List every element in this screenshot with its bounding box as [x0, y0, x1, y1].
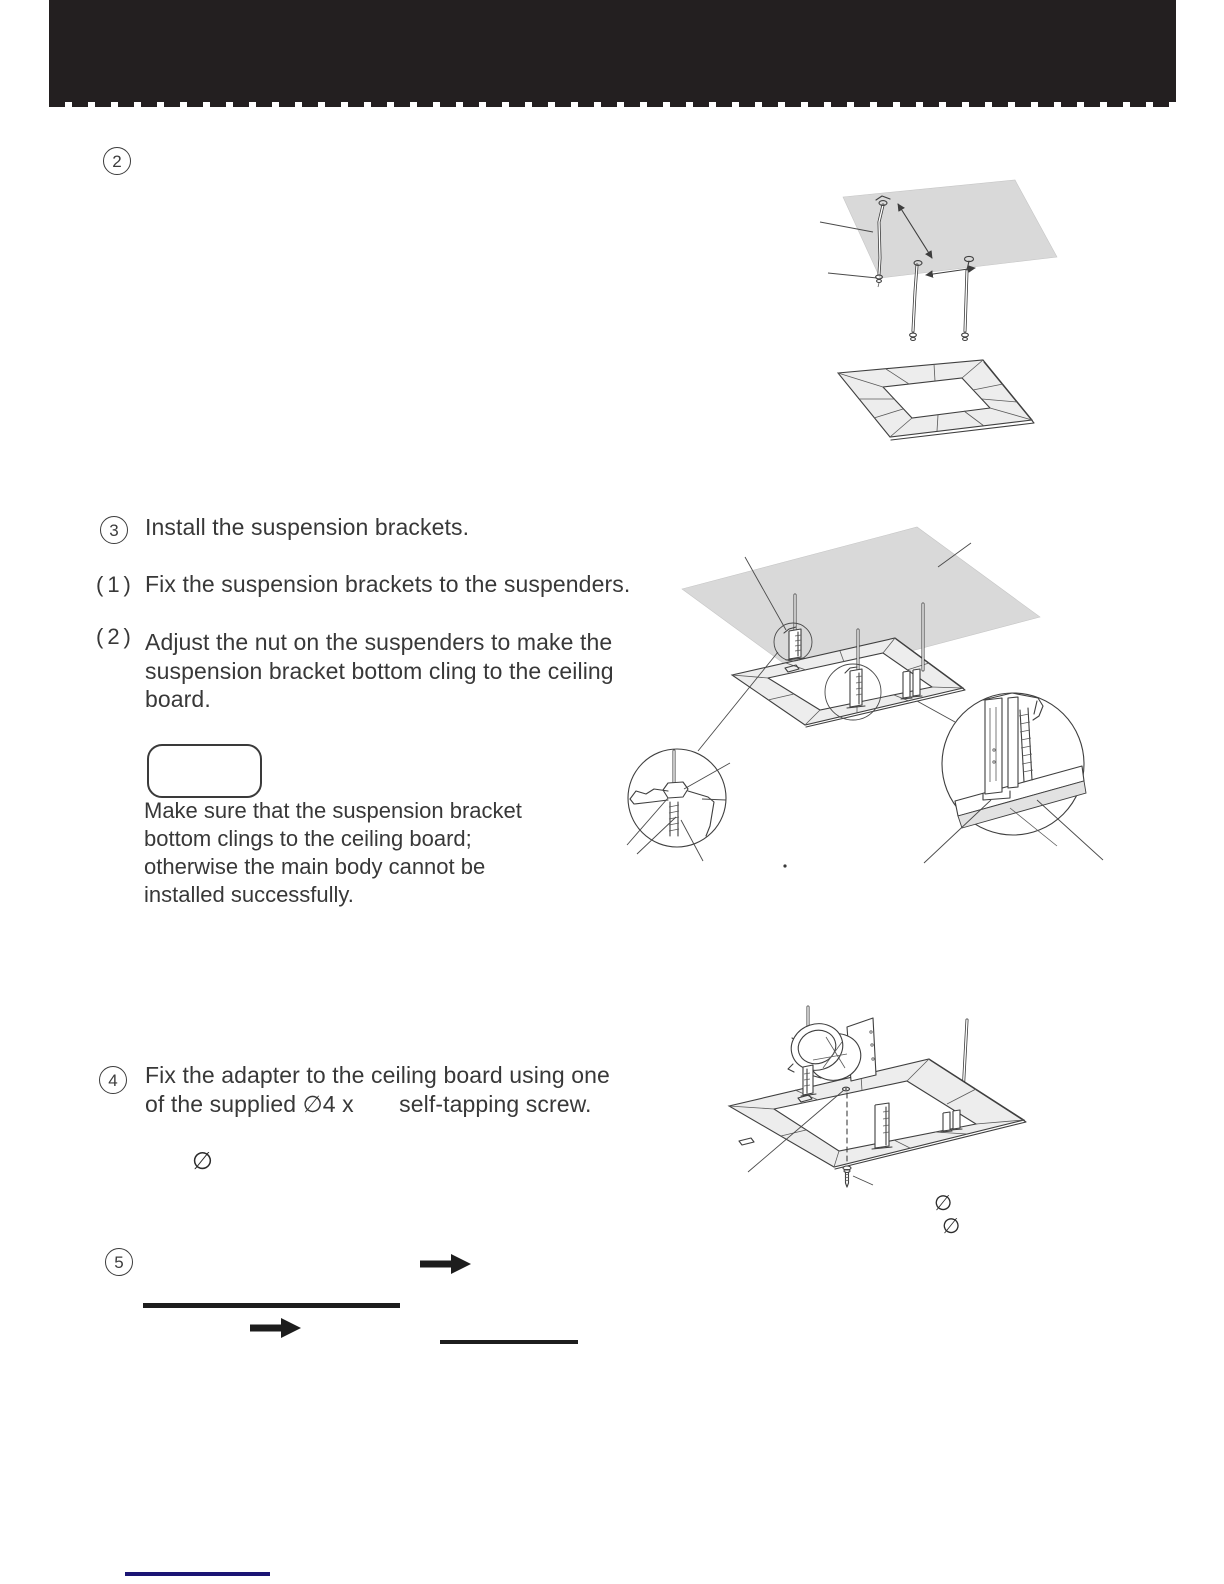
footer-link-underline[interactable] [125, 1572, 270, 1576]
ceiling-board-with-opening [838, 360, 1034, 440]
step-5-digit: 5 [114, 1252, 124, 1272]
step-3-digit: 3 [109, 520, 119, 540]
note-line-1: Make sure that the suspension bracket [144, 798, 522, 823]
right-arrow-icon [250, 1317, 302, 1339]
step-4-text [145, 1061, 610, 1118]
step-2-digit: 2 [112, 151, 122, 171]
substep-2-label: (2) [96, 624, 135, 649]
substep-2-line-3: board. [145, 686, 211, 712]
step-5-number [105, 1248, 133, 1276]
note-line-4: installed successfully. [144, 882, 354, 907]
substep-1-label: (1) [96, 572, 135, 597]
step-2-number [103, 147, 131, 175]
figure-suspenders-installation [778, 160, 1092, 450]
diameter-symbol-note: ∅ [192, 1148, 213, 1175]
step-4-digit: 4 [108, 1070, 118, 1090]
suspension-bracket-center [872, 1103, 892, 1149]
step-4-line-2: of the supplied ∅4 x self-tapping screw. [145, 1090, 592, 1117]
step-3-title: Install the suspension brackets. [145, 514, 470, 540]
stray-dot [783, 864, 786, 867]
substep-2-line-1: Adjust the nut on the suspenders to make the [145, 629, 613, 655]
substep-2-text [145, 628, 614, 714]
figure-suspension-brackets [610, 510, 1115, 890]
diameter-symbol-2: ∅ [942, 1215, 961, 1238]
diameter-symbol-1: ∅ [934, 1192, 953, 1215]
right-arrow-icon [420, 1253, 472, 1275]
step-4-line-1: Fix the adapter to the ceiling board using one [145, 1062, 610, 1088]
figure-adapter-fixing [695, 965, 1120, 1235]
note-line-3: otherwise the main body cannot be [144, 854, 486, 879]
callout-bracket-bottom-detail [924, 693, 1103, 863]
note-box [147, 744, 262, 798]
note-line-2: bottom clings to the ceiling board; [144, 826, 472, 851]
note-text [144, 797, 522, 909]
header-bar-dashed-edge [49, 102, 1176, 107]
emphasis-underline-1 [143, 1303, 400, 1308]
callout-nut-detail [627, 749, 730, 861]
substep-1-text: Fix the suspension brackets to the suspenders. [145, 571, 631, 597]
step-4-number [99, 1066, 127, 1094]
ceiling-slab [843, 180, 1057, 278]
step-3-number [100, 516, 128, 544]
substep-2-line-2: suspension bracket bottom cling to the ceiling [145, 657, 614, 684]
header-bar [49, 0, 1176, 102]
emphasis-underline-2 [440, 1340, 578, 1344]
